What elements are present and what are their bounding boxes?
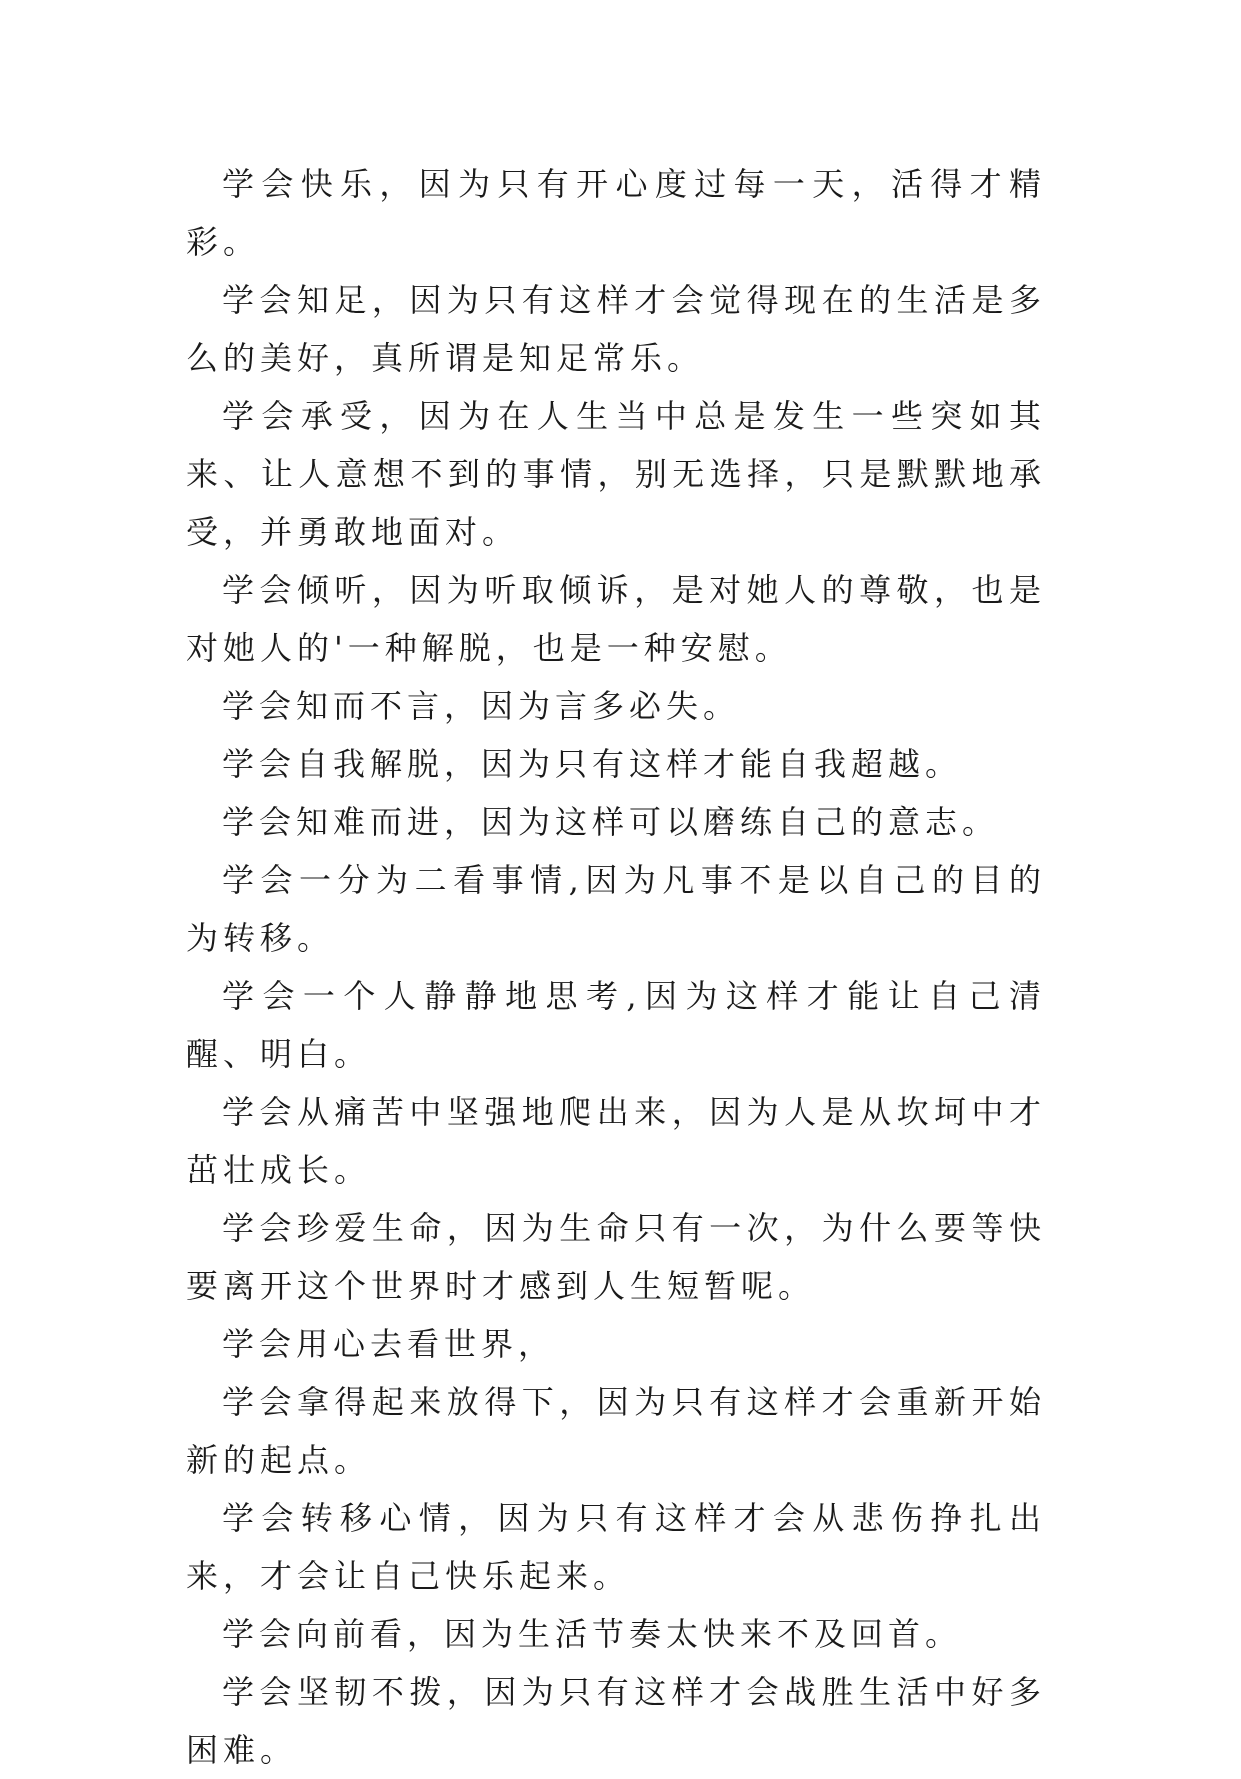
- paragraph: 学会倾听，因为听取倾诉，是对她人的尊敬，也是对她人的'一种解脱，也是一种安慰。: [186, 571, 1046, 667]
- paragraph: 学会珍爱生命，因为生命只有一次，为什么要等快要离开这个世界时才感到人生短暂呢。: [186, 1209, 1046, 1305]
- paragraph: 学会坚韧不拨，因为只有这样才会战胜生活中好多困难。: [186, 1673, 1046, 1769]
- paragraph: 学会承受，因为在人生当中总是发生一些突如其来、让人意想不到的事情，别无选择，只是默默地承受，并勇敢地面对。: [186, 397, 1046, 551]
- paragraph: 学会用心去看世界，: [222, 1325, 556, 1363]
- paragraph: 学会自我解脱，因为只有这样才能自我超越。: [222, 745, 963, 783]
- paragraph: 学会一个人静静地思考,因为这样才能让自己清醒、明白。: [186, 977, 1046, 1073]
- paragraph: 学会一分为二看事情,因为凡事不是以自己的目的为转移。: [186, 861, 1046, 957]
- paragraph: 学会知而不言，因为言多必失。: [222, 687, 741, 725]
- paragraph: 学会拿得起来放得下，因为只有这样才会重新开始新的起点。: [186, 1383, 1046, 1479]
- paragraph: 学会知足，因为只有这样才会觉得现在的生活是多么的美好，真所谓是知足常乐。: [186, 281, 1046, 377]
- paragraph: 学会从痛苦中坚强地爬出来，因为人是从坎坷中才茁壮成长。: [186, 1093, 1046, 1189]
- document-body: [186, 155, 1046, 1779]
- paragraph: 学会快乐，因为只有开心度过每一天，活得才精彩。: [186, 165, 1046, 261]
- paragraph: 学会向前看，因为生活节奏太快来不及回首。: [222, 1615, 963, 1653]
- paragraph: 学会知难而进，因为这样可以磨练自己的意志。: [222, 803, 1000, 841]
- paragraph: 学会转移心情，因为只有这样才会从悲伤挣扎出来，才会让自己快乐起来。: [186, 1499, 1046, 1595]
